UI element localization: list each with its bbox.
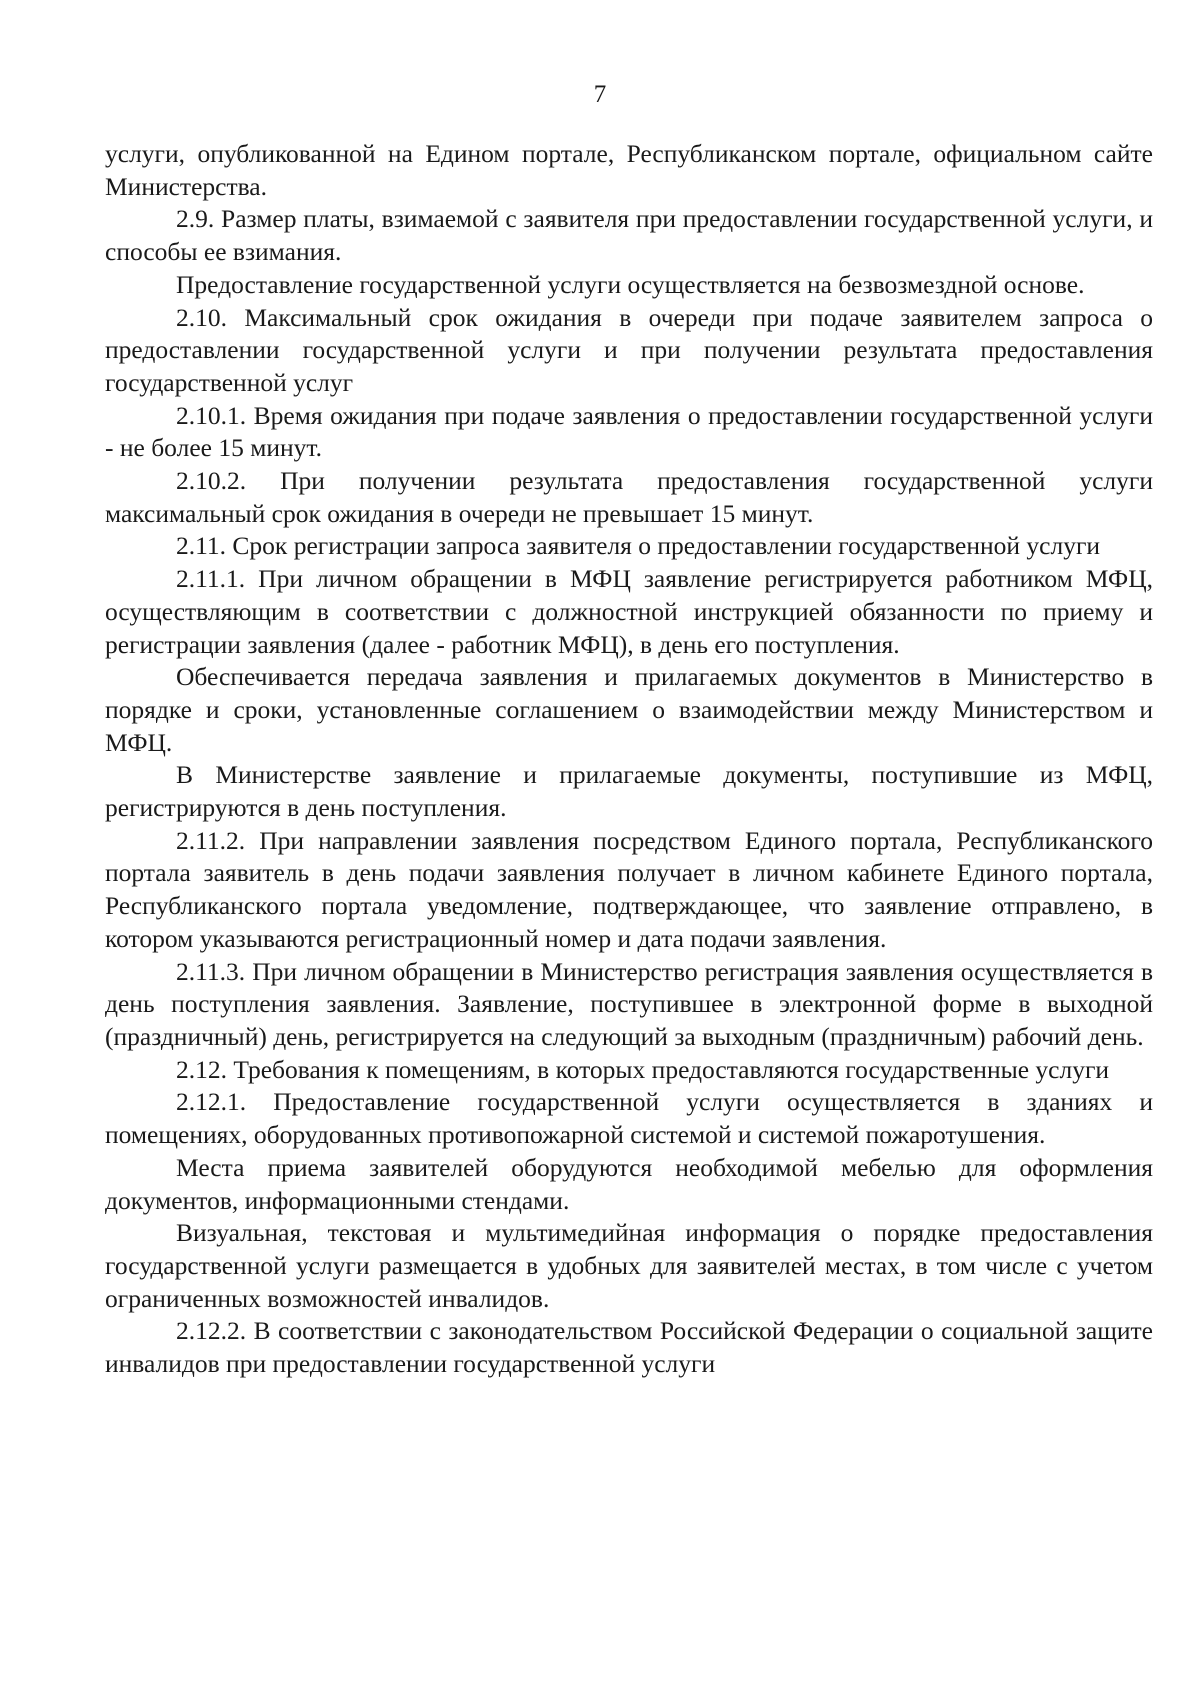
paragraph-2-11: 2.11. Срок регистрации запроса заявителя о предоставлении государственной услуги [176,531,1101,561]
paragraph-2-10-1: 2.10.1. Время ожидания при подаче заявления о предоставлении государственной услуги - не более 15 минут. [105,400,1153,463]
paragraph-2-12-1: 2.12.1. Предоставление государственной услуги осуществляется в зданиях и помещениях, оборудованных противопожарной системой и системой пожаротушения. [105,1087,1153,1150]
paragraph-visual-info: Визуальная, текстовая и мультимедийная информация о порядке предоставления государственной услуги размещается в удобных для заявителей местах, в том числе с учетом ограниченных возможностей инвалидов. [105,1218,1153,1313]
paragraph-continuation: услуги, опубликованной на Едином портале, Республиканском портале, официальном сайте Министерства. [105,139,1153,201]
paragraph-2-10: 2.10. Максимальный срок ожидания в очереди при подаче заявителем запроса о предоставлении государственной услуги и при получении результата предоставления государственной услуг [105,302,1153,397]
paragraph-ministry-registration: В Министерстве заявление и прилагаемые документы, поступившие из МФЦ, регистрируются в день поступления. [105,760,1153,823]
paragraph-2-12: 2.12. Требования к помещениям, в которых предоставляются государственные услуги [176,1054,1110,1084]
paragraph-2-9: 2.9. Размер платы, взимаемой с заявителя при предоставлении государственной услуги, и способы ее взимания. [105,204,1153,267]
paragraph-transfer: Обеспечивается передача заявления и прилагаемых документов в Министерство в порядке и сроки, установленные соглашением о взаимодействии между Министерством и МФЦ. [105,662,1153,757]
page-number: 7 [593,81,607,108]
paragraph-fee-basis: Предоставление государственной услуги осуществляется на безвозмездной основе. [176,269,1085,299]
paragraph-2-12-2: 2.12.2. В соответствии с законодательством Российской Федерации о социальной защите инвалидов при предоставлении государственной услуги [105,1316,1153,1379]
paragraph-2-11-2: 2.11.2. При направлении заявления посредством Единого портала, Республиканского портала заявитель в день подачи заявления получает в личном кабинете Единого портала, Республиканского портала уведомление, подтверждающее, что заявление отправлено, в котором указываются регистрационный номер и дата подачи заявления. [105,825,1153,953]
document-body [105,138,1153,1381]
paragraph-2-11-1: 2.11.1. При личном обращении в МФЦ заявление регистрируется работником МФЦ, осуществляющим в соответствии с должностной инструкцией обязанности по приему и регистрации заявления (далее - работник МФЦ), в день его поступления. [105,564,1153,659]
paragraph-2-10-2: 2.10.2. При получении результата предоставления государственной услуги максимальный срок ожидания в очереди не превышает 15 минут. [105,466,1153,528]
paragraph-2-11-3: 2.11.3. При личном обращении в Министерство регистрация заявления осуществляется в день поступления заявления. Заявление, поступившее в электронной форме в выходной (праздничный) день, регистрируется на следующий за выходным (праздничным) рабочий день. [105,956,1153,1051]
paragraph-reception-places: Места приема заявителей оборудуются необходимой мебелью для оформления документов, информационными стендами. [105,1152,1153,1215]
